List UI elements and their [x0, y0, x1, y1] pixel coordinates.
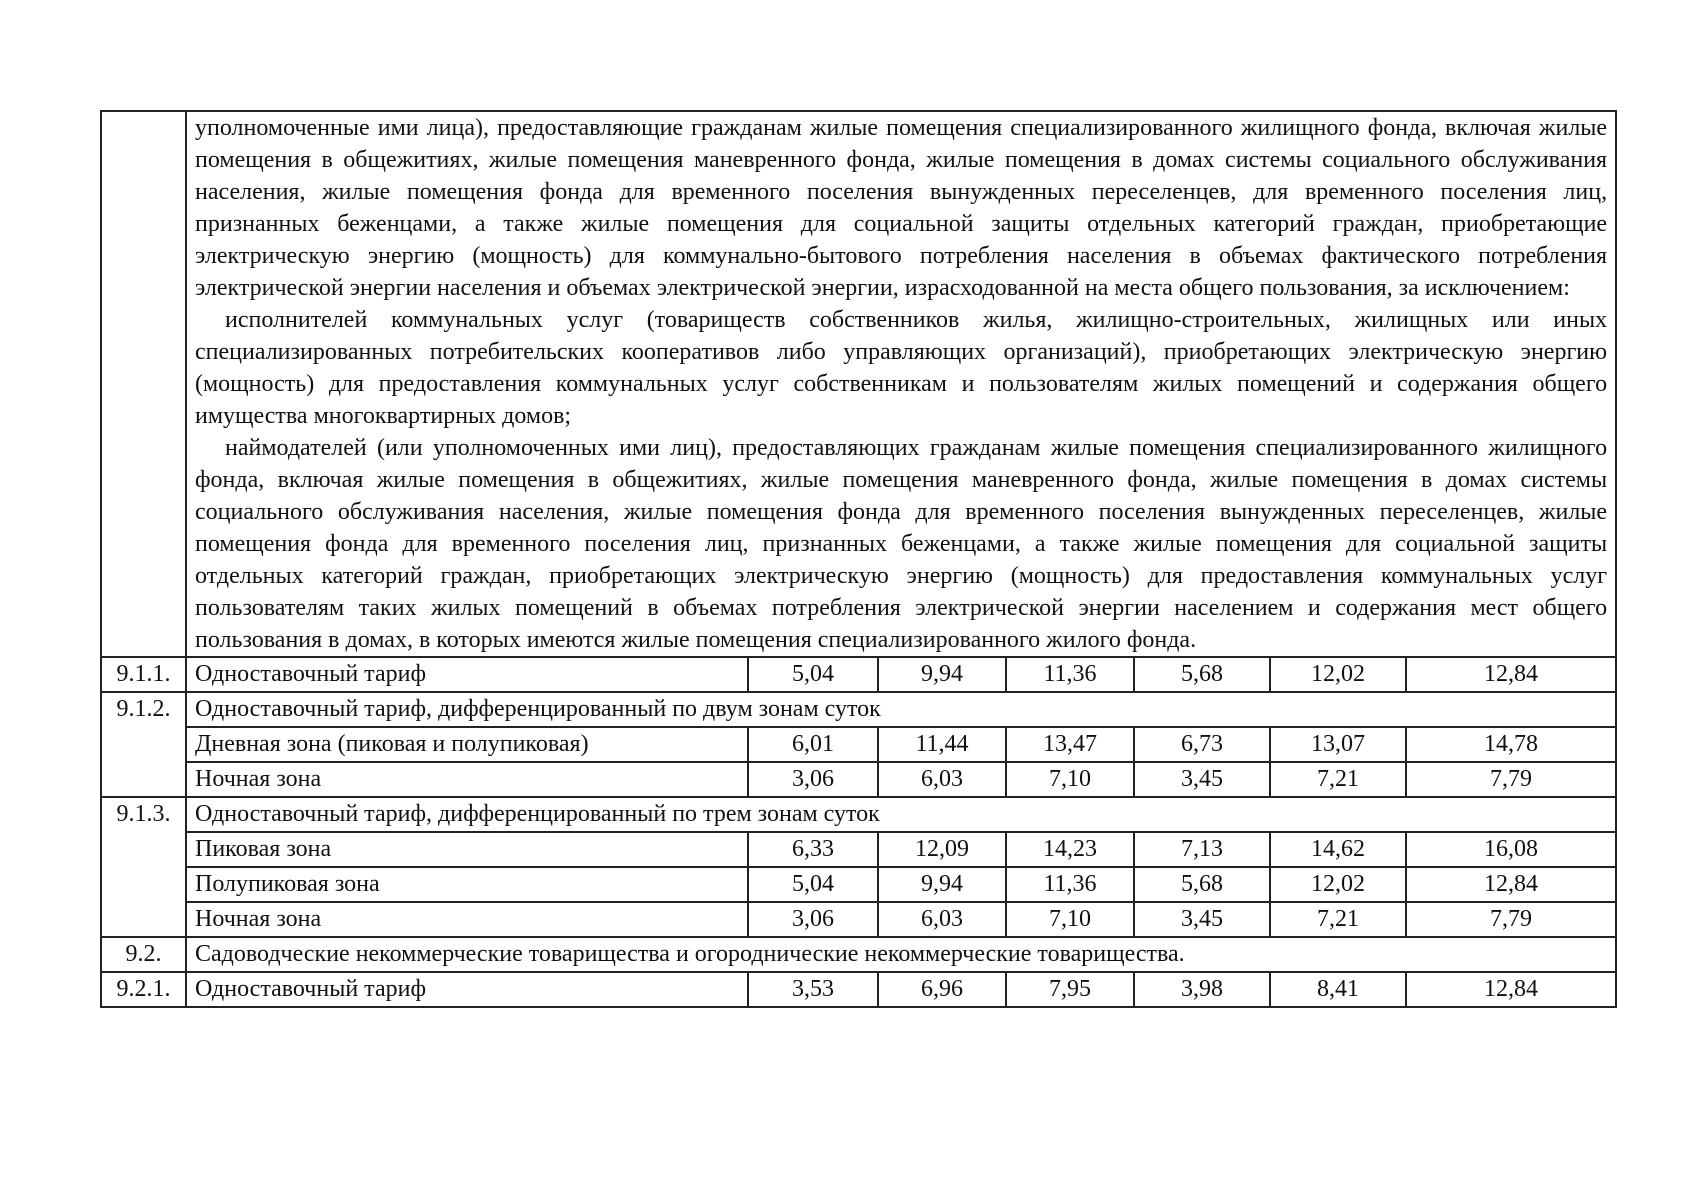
- tariff-label: Дневная зона (пиковая и полупиковая): [186, 727, 748, 762]
- tariff-value: 5,04: [748, 657, 878, 692]
- description-paragraph: наймодателей (или уполномоченных ими лиц), предоставляющих гражданам жилые помещения специализированного жилищного фонда, включая жилые помещения в общежитиях, жилые помещения маневренного фонда, жилые помещения в домах системы социального обслуживания населения, жилые помещения фонда для временного поселения вынужденных переселенцев, жилые помещения фонда для временного поселения лиц, признанных беженцами, а также жилые помещения для социальной защиты отдельных категорий граждан, приобретающих электрическую энергию (мощность) для предоставления коммунальных услуг пользователям таких жилых помещений в объемах потребления электрической энергии населением и содержания мест общего пользования в домах, в которых имеются жилые помещения специализированного жилого фонда.: [195, 435, 1608, 653]
- table-row-9-1-2: [101, 692, 1616, 727]
- tariff-label: Пиковая зона: [186, 832, 748, 867]
- tariff-value: 3,98: [1134, 972, 1270, 1007]
- tariff-value: 7,10: [1006, 762, 1134, 797]
- tariff-value: 11,44: [878, 727, 1006, 762]
- tariff-value: 13,47: [1006, 727, 1134, 762]
- tariff-value: 14,62: [1270, 832, 1406, 867]
- tariff-value: 6,96: [878, 972, 1006, 1007]
- tariff-value: 12,09: [878, 832, 1006, 867]
- tariff-value: 8,41: [1270, 972, 1406, 1007]
- tariff-value: 11,36: [1006, 657, 1134, 692]
- tariff-table: [100, 110, 1617, 1008]
- tariff-value: 9,94: [878, 867, 1006, 902]
- tariff-value: 6,73: [1134, 727, 1270, 762]
- tariff-value: 6,01: [748, 727, 878, 762]
- tariff-value: 3,53: [748, 972, 878, 1007]
- tariff-value: 7,79: [1406, 762, 1616, 797]
- row-number-cell: [101, 111, 186, 657]
- tariff-value: 12,84: [1406, 972, 1616, 1007]
- tariff-value: 12,02: [1270, 867, 1406, 902]
- row-number: 9.2.1.: [101, 972, 186, 1007]
- tariff-value: 6,03: [878, 902, 1006, 937]
- table-row-9-1-3-semipeak: [101, 867, 1616, 902]
- tariff-value: 12,84: [1406, 657, 1616, 692]
- tariff-label: Ночная зона: [186, 762, 748, 797]
- tariff-value: 3,06: [748, 762, 878, 797]
- tariff-value: 7,79: [1406, 902, 1616, 937]
- row-number: 9.1.2.: [101, 692, 186, 797]
- table-row-9-1-1: [101, 657, 1616, 692]
- table-row-9-1-2-day: [101, 727, 1616, 762]
- tariff-value: 7,95: [1006, 972, 1134, 1007]
- tariff-value: 5,04: [748, 867, 878, 902]
- tariff-label: Полупиковая зона: [186, 867, 748, 902]
- tariff-value: 16,08: [1406, 832, 1616, 867]
- tariff-group-label: Садоводческие некоммерческие товарищества и огороднические некоммерческие товарищества.: [186, 937, 1616, 972]
- description-paragraph: уполномоченные ими лица), предоставляющие гражданам жилые помещения специализированного жилищного фонда, включая жилые помещения в общежитиях, жилые помещения маневренного фонда, жилые помещения в домах системы социального обслуживания населения, жилые помещения фонда для временного поселения вынужденных переселенцев, для временного поселения лиц, признанных беженцами, а также жилые помещения для социальной защиты отдельных категорий граждан, приобретающие электрическую энергию (мощность) для коммунально-бытового потребления населения в объемах фактического потребления электрической энергии населения и объемах электрической энергии, израсходованной на места общего пользования, за исключением:: [195, 115, 1608, 301]
- tariff-value: 6,33: [748, 832, 878, 867]
- tariff-value: 5,68: [1134, 867, 1270, 902]
- table-row-9-1-2-night: [101, 762, 1616, 797]
- tariff-value: 6,03: [878, 762, 1006, 797]
- tariff-value: 9,94: [878, 657, 1006, 692]
- tariff-label: Одноставочный тариф: [186, 972, 748, 1007]
- tariff-value: 3,45: [1134, 902, 1270, 937]
- table-row-9-1-3-peak: [101, 832, 1616, 867]
- tariff-value: 5,68: [1134, 657, 1270, 692]
- tariff-value: 14,78: [1406, 727, 1616, 762]
- tariff-value: 7,13: [1134, 832, 1270, 867]
- tariff-value: 3,06: [748, 902, 878, 937]
- tariff-group-label: Одноставочный тариф, дифференцированный по двум зонам суток: [186, 692, 1616, 727]
- row-number: 9.2.: [101, 937, 186, 972]
- tariff-value: 7,21: [1270, 902, 1406, 937]
- tariff-label: Одноставочный тариф: [186, 657, 748, 692]
- tariff-group-label: Одноставочный тариф, дифференцированный по трем зонам суток: [186, 797, 1616, 832]
- tariff-value: 11,36: [1006, 867, 1134, 902]
- row-number: 9.1.3.: [101, 797, 186, 937]
- tariff-value: 3,45: [1134, 762, 1270, 797]
- description-paragraph: исполнителей коммунальных услуг (товариществ собственников жилья, жилищно-строительных, жилищных или иных специализированных потребительских кооперативов либо управляющих организаций), приобретающих электрическую энергию (мощность) для предоставления коммунальных услуг собственникам и пользователям жилых помещений и содержания общего имущества многоквартирных домов;: [195, 307, 1608, 429]
- table-row-9-1-3: [101, 797, 1616, 832]
- tariff-value: 12,84: [1406, 867, 1616, 902]
- tariff-value: 7,21: [1270, 762, 1406, 797]
- table-row-9-2-1: [101, 972, 1616, 1007]
- tariff-value: 14,23: [1006, 832, 1134, 867]
- tariff-value: 12,02: [1270, 657, 1406, 692]
- table-row-9-2: [101, 937, 1616, 972]
- tariff-value: 13,07: [1270, 727, 1406, 762]
- consumer-description: [186, 111, 1616, 657]
- tariff-label: Ночная зона: [186, 902, 748, 937]
- row-number: 9.1.1.: [101, 657, 186, 692]
- table-row-9-1-3-night: [101, 902, 1616, 937]
- table-row-intro: [101, 111, 1616, 657]
- tariff-value: 7,10: [1006, 902, 1134, 937]
